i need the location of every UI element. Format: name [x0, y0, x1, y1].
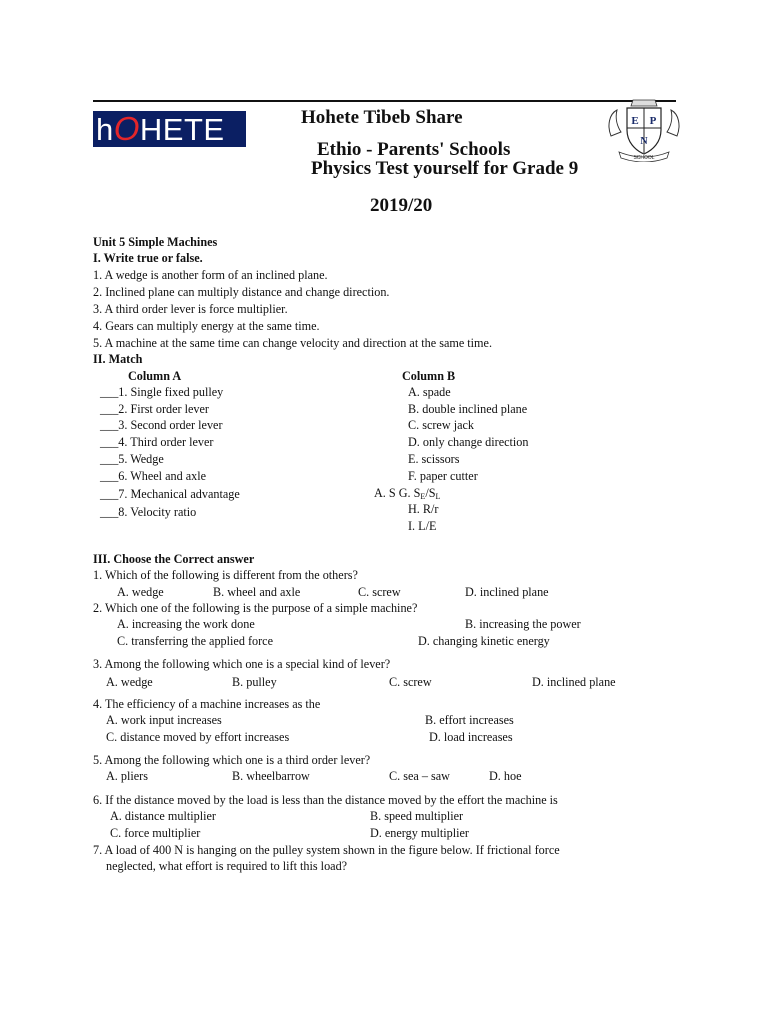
section1-title: I. Write true or false. — [93, 251, 203, 265]
match-b-h: H. R/r — [408, 502, 439, 516]
tf-item-1: 1. A wedge is another form of an inclined plane. — [93, 268, 328, 282]
match-a-2: ___2. First order lever — [100, 402, 209, 416]
q3-option-c: C. screw — [389, 675, 432, 689]
match-a-5: ___5. Wedge — [100, 452, 164, 466]
q4-text: 4. The efficiency of a machine increases as the — [93, 697, 321, 711]
match-b-b: B. double inclined plane — [408, 402, 528, 416]
q5-option-c: C. sea – saw — [389, 769, 450, 783]
q6-option-b: B. speed multiplier — [370, 809, 464, 823]
match-a-8: ___8. Velocity ratio — [100, 505, 197, 519]
emblem-letter-bottom: N — [640, 136, 648, 147]
header-rule — [93, 100, 676, 102]
q5-option-a: A. pliers — [106, 769, 148, 783]
test-title: Physics Test yourself for Grade 9 — [311, 158, 579, 179]
q4-option-a: A. work input increases — [106, 713, 222, 727]
match-b-a: A. spade — [408, 385, 451, 399]
q4-option-c: C. distance moved by effort increases — [106, 730, 290, 744]
tf-item-4: 4. Gears can multiply energy at the same time. — [93, 319, 320, 333]
q4-option-b: B. effort increases — [425, 713, 514, 727]
match-a-6: ___6. Wheel and axle — [100, 469, 207, 483]
emblem-ribbon-text: SCHOOL — [633, 155, 655, 161]
q3-option-a: A. wedge — [106, 675, 153, 689]
emblem-letter-right: P — [649, 115, 657, 127]
section2-title: II. Match — [93, 352, 143, 366]
school-name: Hohete Tibeb Share — [301, 107, 463, 128]
q2-option-b: B. increasing the power — [465, 617, 581, 631]
column-a-header: Column A — [128, 369, 182, 383]
school-subtitle: Ethio - Parents' Schools — [317, 139, 511, 160]
q2-option-a: A. increasing the work done — [117, 617, 255, 631]
q1-option-d: D. inclined plane — [465, 585, 549, 599]
match-b-f: F. paper cutter — [408, 469, 478, 483]
q6-text: 6. If the distance moved by the load is less than the distance moved by the effort the machine is — [93, 793, 558, 807]
q3-option-d: D. inclined plane — [532, 675, 616, 689]
match-b-c: C. screw jack — [408, 418, 474, 432]
match-a-3: ___3. Second order lever — [100, 418, 223, 432]
q7-text-line1: 7. A load of 400 N is hanging on the pulley system shown in the figure below. If frictional force — [93, 843, 560, 857]
match-a-7: ___7. Mechanical advantage — [100, 487, 240, 501]
match-b-i: I. L/E — [408, 519, 437, 533]
q2-option-d: D. changing kinetic energy — [418, 634, 550, 648]
q4-option-d: D. load increases — [429, 730, 513, 744]
q2-option-c: C. transferring the applied force — [117, 634, 274, 648]
q1-option-b: B. wheel and axle — [213, 585, 301, 599]
q7-text-line2: neglected, what effort is required to lift this load? — [106, 859, 348, 873]
match-b-g: A. S G. SE/SL — [374, 486, 441, 501]
emblem-letter-left: E — [631, 115, 639, 127]
q1-option-a: A. wedge — [117, 585, 164, 599]
q5-text: 5. Among the following which one is a third order lever? — [93, 753, 371, 767]
column-b-header: Column B — [402, 369, 456, 383]
match-a-1: ___1. Single fixed pulley — [100, 385, 224, 399]
q2-text: 2. Which one of the following is the purpose of a simple machine? — [93, 601, 418, 615]
q5-option-b: B. wheelbarrow — [232, 769, 310, 783]
q6-option-c: C. force multiplier — [110, 826, 201, 840]
match-b-d: D. only change direction — [408, 435, 529, 449]
tf-item-3: 3. A third order lever is force multiplier. — [93, 302, 288, 316]
q3-text: 3. Among the following which one is a special kind of lever? — [93, 657, 391, 671]
q6-option-a: A. distance multiplier — [110, 809, 216, 823]
tf-item-2: 2. Inclined plane can multiply distance and change direction. — [93, 285, 390, 299]
tf-item-5: 5. A machine at the same time can change velocity and direction at the same time. — [93, 336, 492, 350]
q3-option-b: B. pulley — [232, 675, 277, 689]
q1-text: 1. Which of the following is different from the others? — [93, 568, 358, 582]
hohete-logo: hOHETE — [93, 111, 246, 147]
match-a-4: ___4. Third order lever — [100, 435, 214, 449]
unit-title: Unit 5 Simple Machines — [93, 235, 218, 249]
match-b-e: E. scissors — [408, 452, 460, 466]
section3-title: III. Choose the Correct answer — [93, 552, 255, 566]
q1-option-c: C. screw — [358, 585, 401, 599]
school-emblem-icon — [605, 96, 683, 162]
school-year: 2019/20 — [370, 195, 433, 216]
q5-option-d: D. hoe — [489, 769, 522, 783]
q6-option-d: D. energy multiplier — [370, 826, 469, 840]
